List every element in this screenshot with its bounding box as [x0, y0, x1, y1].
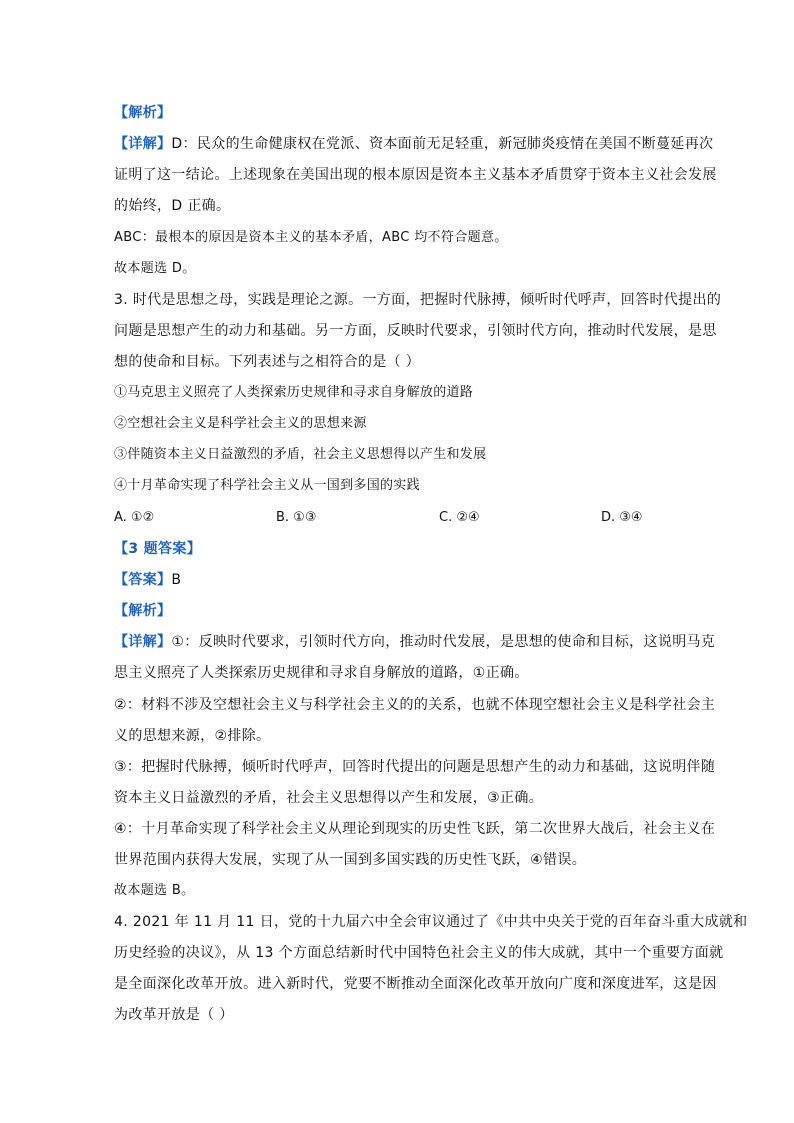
detail-label: 【详解】: [114, 136, 172, 152]
q3-statement-3: ③伴随资本主义日益激烈的矛盾，社会主义思想得以产生和发展: [114, 447, 487, 462]
q4-stem-line: 为改革开放是（ ）: [114, 1007, 234, 1023]
detail-line: 的始终，D 正确。: [114, 198, 231, 214]
q3-answer-line: [114, 570, 181, 590]
q3-detail-line: 义的思想来源，②排除。: [114, 728, 271, 744]
q3-statement-4: ④十月革命实现了科学社会主义从一国到多国的实践: [114, 478, 420, 493]
q3-stem-line: 3. 时代是思想之母，实践是理论之源。一方面，把握时代脉搏，倾听时代呼声，回答时代提出的: [114, 292, 722, 308]
q3-detail-line: ②：材料不涉及空想社会主义与科学社会主义的的关系，也就不体现空想社会主义是科学社会主: [114, 697, 716, 713]
q3-analysis-heading: 【解析】: [114, 603, 172, 619]
q3-stem-line: 想的使命和目标。下列表述与之相符合的是（ ）: [114, 354, 421, 370]
q3-detail-line: 世界范围内获得大发展，实现了从一国到多国实践的历史性飞跃，④错误。: [114, 852, 587, 868]
detail-text: ①：反映时代要求，引领时代方向，推动时代发展，是思想的使命和目标，这说明马克: [171, 634, 716, 650]
answer-value: B: [171, 572, 182, 588]
q3-statement-2: ②空想社会主义是科学社会主义的思想来源: [114, 416, 367, 431]
q3-option-d: D. ③④: [601, 510, 643, 525]
q3-option-c: C. ②④: [439, 510, 480, 525]
detail-line: 证明了这一结论。上述现象在美国出现的根本原因是资本主义基本矛盾贯穿于资本主义社会发展: [114, 167, 717, 183]
q3-option-b: B. ①③: [276, 510, 317, 525]
q3-detail-line: ④：十月革命实现了科学社会主义从理论到现实的历史性飞跃，第二次世界大战后，社会主义在: [114, 821, 716, 837]
abc-line: ABC：最根本的原因是资本主义的基本矛盾，ABC 均不符合题意。: [114, 230, 508, 245]
detail-text: D：民众的生命健康权在党派、资本面前无足轻重，新冠肺炎疫情在美国不断蔓延再次: [171, 136, 714, 152]
answer-line: 故本题选 D。: [114, 261, 196, 276]
analysis-heading: 【解析】: [114, 105, 172, 121]
q4-stem-line: 历史经验的决议》，从 13 个方面总结新时代中国特色社会主义的伟大成就，其中一个重要方面就: [114, 945, 724, 961]
q3-final-answer: 故本题选 B。: [114, 883, 195, 898]
q3-detail-line: 思主义照亮了人类探索历史规律和寻求自身解放的道路，①正确。: [114, 665, 529, 681]
q3-option-a: A. ①②: [114, 510, 155, 525]
q4-stem-line: 是全面深化改革开放。进入新时代，党要不断推动全面深化改革开放向广度和深度进军，这是因: [114, 976, 717, 992]
detail-label: 【详解】: [114, 634, 172, 650]
q3-statement-1: ①马克思主义照亮了人类探索历史规律和寻求自身解放的道路: [114, 385, 474, 400]
q3-detail-line: ③：把握时代脉搏，倾听时代呼声，回答时代提出的问题是思想产生的动力和基础，这说明伴随: [114, 759, 716, 775]
q3-detail-line: 资本主义日益激烈的矛盾，社会主义思想得以产生和发展，③正确。: [114, 790, 544, 806]
q3-stem-line: 问题是思想产生的动力和基础。另一方面，反映时代要求，引领时代方向，推动时代发展，是思: [114, 323, 717, 339]
detail-line: [114, 134, 713, 154]
q3-answer-heading: 【3 题答案】: [114, 541, 202, 557]
q4-stem-line: 4. 2021 年 11 月 11 日，党的十九届六中全会审议通过了《中共中央关于党的百年奋斗重大成就和: [114, 914, 748, 930]
answer-label: 【答案】: [114, 572, 172, 588]
q3-detail-line: [114, 632, 715, 652]
